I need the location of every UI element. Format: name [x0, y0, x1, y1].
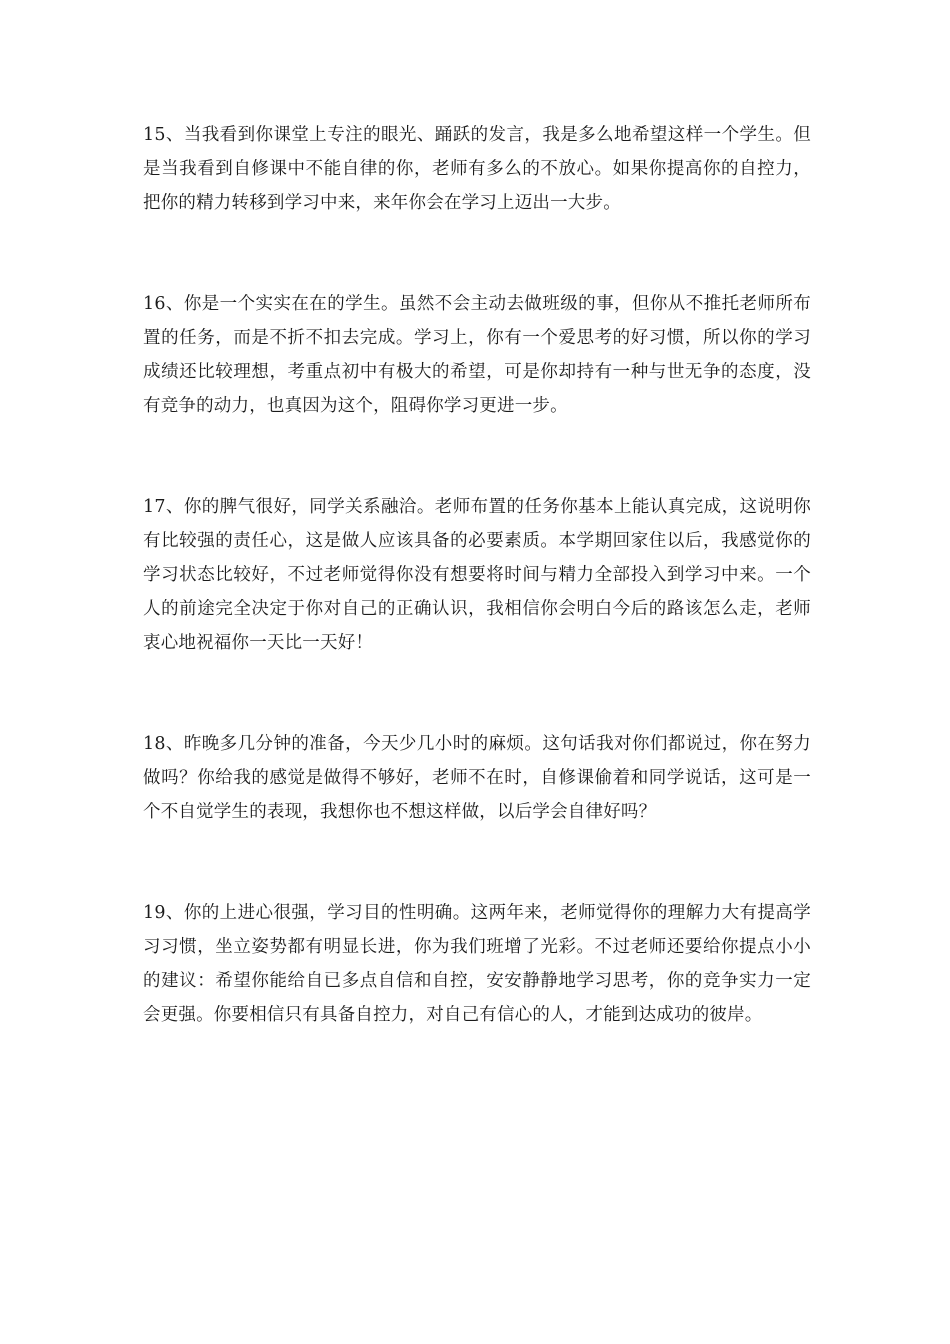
paragraph-19: 19、你的上进心很强，学习目的性明确。这两年来，老师觉得你的理解力大有提高学习习惯，坐立姿势都有明显长进，你为我们班增了光彩。不过老师还要给你提点小小的建议：希望你能给自已多点自信和自控，安安静静地学习思考，你的竞争实力一定会更强。你要相信只有具备自控力，对自己有信心的人，才能到达成功的彼岸。 — [143, 903, 811, 1025]
paragraph-16: 16、你是一个实实在在的学生。虽然不会主动去做班级的事，但你从不推托老师所布置的任务，而是不折不扣去完成。学习上，你有一个爱思考的好习惯，所以你的学习成绩还比较理想，考重点初中有极大的希望，可是你却持有一种与世无争的态度，没有竞争的动力，也真因为这个，阻碍你学习更进一步。 — [143, 294, 811, 416]
paragraph-15: 15、当我看到你课堂上专注的眼光、踊跃的发言，我是多么地希望这样一个学生。但是当我看到自修课中不能自律的你，老师有多么的不放心。如果你提高你的自控力，把你的精力转移到学习中来，来年你会在学习上迈出一大步。 — [143, 125, 811, 213]
paragraph-17: 17、你的脾气很好，同学关系融洽。老师布置的任务你基本上能认真完成，这说明你有比较强的责任心，这是做人应该具备的必要素质。本学期回家住以后，我感觉你的学习状态比较好，不过老师觉得你没有想要将时间与精力全部投入到学习中来。一个人的前途完全决定于你对自己的正确认识，我相信你会明白今后的路该怎么走，老师衷心地祝福你一天比一天好！ — [143, 497, 811, 653]
document-body — [143, 118, 811, 1099]
paragraph-18: 18、昨晚多几分钟的准备，今天少几小时的麻烦。这句话我对你们都说过，你在努力做吗？你给我的感觉是做得不够好，老师不在时，自修课偷着和同学说话，这可是一个不自觉学生的表现，我想你也不想这样做，以后学会自律好吗？ — [143, 734, 811, 822]
